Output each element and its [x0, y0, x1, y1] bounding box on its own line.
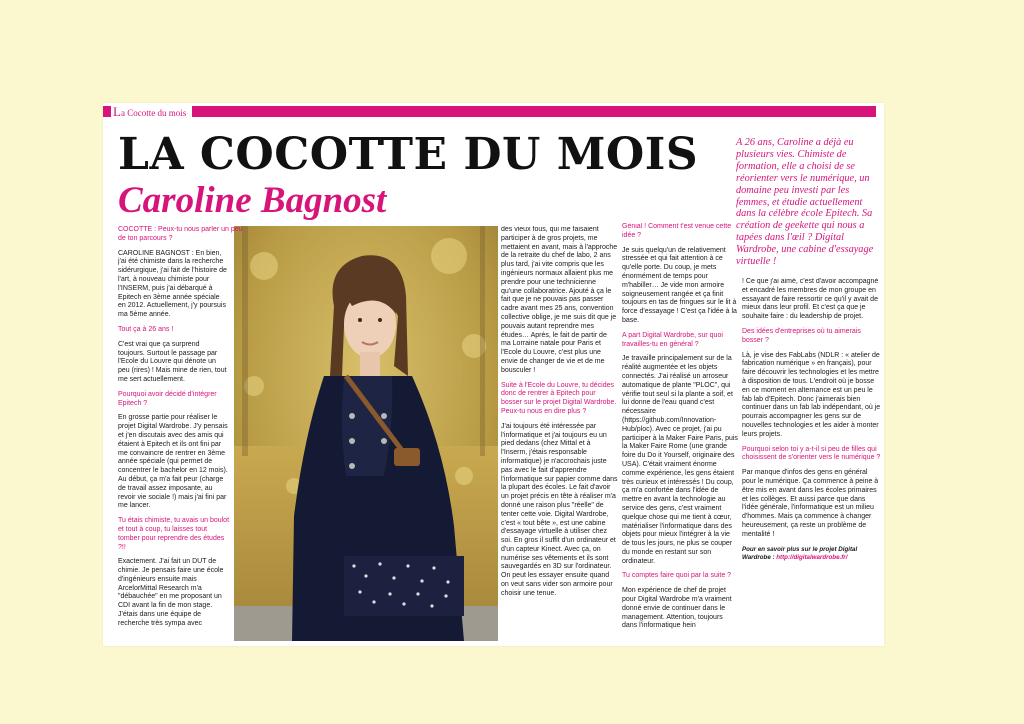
answer: des vieux fous, qui me faisaient participer à de gros projets, me mettaient en avant, mais à l'approche de la retraite du chef de labo, 2 ans plus tard, j'ai vite compris que les ingénieurs normaux allaient plus me prendre pour une technicienne qu'une collaboratrice. Ajouté à ça le fait que je ne pouvais pas passer cadre avant mes 25 ans, convention collective oblige, je me suis dit que je pouvais autant reprendre mes études… Après, le fait de partir de ma Lorraine natale pour Paris et l'Ecole du Louvre, c'est plus une envie de changer de vie et de me bousculer !	[501, 226, 618, 374]
answer: Exactement. J'ai fait un DUT de chimie. Je pensais faire une école d'ingénieurs ensuite mais ArcelorMittal Research m'a "débauchée" en me proposant un CDI avant la fin de mon stage. J'étais dans une équipe de recherche très sympa avec	[118, 558, 224, 627]
section-header-label	[111, 106, 192, 117]
magazine-page	[103, 103, 884, 646]
section-initial: L	[113, 104, 121, 119]
question: Pourquoi avoir décidé d'intégrer Epitech ?	[118, 390, 217, 407]
text-column-2	[501, 226, 618, 644]
question: Tout ça à 26 ans !	[118, 325, 174, 333]
footer-link[interactable]: http://digitalwardrobe.fr/	[776, 554, 848, 562]
answer: Je suis quelqu'un de relativement stressée et qui fait attention à ce qu'elle porte. Du coup, je mets énormément de temps pour m'habiller… Je vide mon armoire soigneusement rangée et ça finit toujours en tas de fringues sur le lit à force d'essayage ! C'est ça l'idée à la base.	[622, 246, 737, 324]
text-column-1	[118, 226, 248, 644]
answer: En grosse partie pour réaliser le projet Digital Wardrobe. J'y pensais et j'en discutais avec des amis qui étaient à Epitech et ils ont fini par me convaincre de rentrer en 3ème année spéciale (qui permet de concentrer le bachelor en 12 mois). Au début, ça m'a fait peur (charge de travail assez imposante, au revoir vie sociale !) mais j'ai fini par me lancer.	[118, 414, 228, 510]
question: Suite à l'Ecole du Louvre, tu décides donc de rentrer à Epitech pour bosser sur le projet Digital Wardrobe. Peux-tu nous en dire plus ?	[501, 381, 617, 415]
answer: CAROLINE BAGNOST : En bien, j'ai été chimiste dans la recherche sidérurgique, j'ai fait de l'histoire de l'art, à nouveau chimiste pour l'INSERM, puis j'ai débarqué à Epitech en 3ème année spéciale en 2012. Actuellement, j'y poursuis ma 5ème année.	[118, 249, 227, 319]
answer: Mon expérience de chef de projet pour Digital Wardrobe m'a vraiment donné envie de continuer dans le management. Attention, toujours dans l'informatique hein	[622, 587, 732, 630]
page-title: LA COCOTTE DU MOIS	[118, 129, 699, 180]
section-header-bar	[103, 106, 876, 117]
question: Tu étais chimiste, tu avais un boulot et tout à coup, tu laisses tout tomber pour reprendre des études ?!!	[118, 517, 230, 551]
portrait-photo	[234, 226, 498, 641]
text-column-4	[742, 278, 882, 644]
intro-text: A 26 ans, Caroline a déjà eu plusieurs vies. Chimiste de formation, elle a choisi de se réorienter vers le numérique, un domaine peu investi par les femmes, et étudie actuellement dans la célèbre école Epitech. Sa création de geekette qui nous a tapées dans l'œil ? Digital Wardrobe, une cabine d'essayage virtuelle !	[736, 137, 874, 268]
question: Pourquoi selon toi y a-t-il si peu de filles qui choisissent de s'orienter vers le numérique ?	[742, 445, 881, 462]
question: Des idées d'entreprises où tu aimerais bosser ?	[742, 327, 861, 344]
question: COCOTTE : Peux-tu nous parler un peu de ton parcours ?	[118, 226, 243, 242]
answer: Par manque d'infos des gens en général pour le numérique. Ça commence à peine à être mis en avant dans les écoles primaires et les collèges. Et aussi parce que dans l'idée générale, l'informatique est un milieu d'hommes. Mais ça commence à changer heureusement, ça reste un problème de mentalité !	[742, 469, 879, 538]
question: Tu comptes faire quoi par la suite ?	[622, 572, 732, 580]
page-subtitle: Caroline Bagnost	[118, 180, 387, 221]
question: Génial ! Comment t'est venue cette idée ?	[622, 223, 732, 239]
answer: J'ai toujours été intéressée par l'informatique et j'ai toujours eu un pied dedans (chez Mittal et à l'Inserm, j'étais responsable informatique) je n'accrochais juste pas avec le fait d'apprendre l'informatique sur papier comme dans la plupart des écoles. Le fait d'avoir un projet précis en tête à réaliser m'a donné une raison plus "réelle" de tenter cette voie. Digital Wardrobe, c'est « tout bête », est une cabine d'essayage virtuelle à utiliser chez soi. En gros il suffit d'un ordinateur et d'un capteur Kinect. Avec ça, on numérise ses vêtements et ils sont sauvegardés en 3D sur l'ordinateur. On peut les essayer ensuite quand on veut sans vider son armoire pour choisir une tenue.	[501, 422, 618, 597]
text-column-3	[622, 223, 738, 644]
footer-label: Pour en savoir plus sur le projet Digital Wardrobe :	[742, 545, 858, 562]
footer-note	[742, 546, 882, 564]
portrait-illustration	[234, 226, 498, 641]
answer: Là, je vise des FabLabs (NDLR : « atelier de fabrication numérique » en français), pour faire découvrir les technologies et les mettre à disposition de tous. L'endroit où je bosse en ce moment en alternance est un peu le fab lab d'Epitech. Donc j'aimerais bien continuer dans un fab lab indépendant, où je pourrais accompagner les gens sur de nouvelles technologies et les aider à monter leurs projets.	[742, 351, 881, 438]
answer: Je travaille principalement sur de la réalité augmentée et les objets connectés. J'ai réalisé un arroseur automatique de plante "PLOC", qui vérifie tout seul si la plante a soif, et lui donne de l'eau quand c'est nécessaire (https://github.com/Innovation-Hub/ploc). Avec ce projet, j'ai pu participer à la Maker Faire Paris, puis la Maker Faire Rome (une grande foire du Do it Yourself, originaire des USA). C'était vraiment énorme comme expérience, les gens étaient très curieux et intéressés ! Du coup, ça m'a confortée dans l'idée de mettre en avant la technologie au service des gens, c'est vraiment quelque chose qui me tient à cœur, matérialiser l'informatique dans des objets pour mieux l'intégrer à la vie de tous les jours, ne plus se couper du monde en restant sur son ordinateur.	[622, 355, 738, 565]
question: A part Digital Wardrobe, sur quoi travailles-tu en général ?	[622, 331, 723, 348]
answer: C'est vrai que ça surprend toujours. Surtout le passage par l'Ecole du Louvre qui dénote un peu (rires) ! Mais mine de rien, tout me sert actuellement.	[118, 340, 227, 383]
section-name: a Cocotte du mois	[120, 108, 187, 118]
answer: ! Ce que j'ai aimé, c'est d'avoir accompagné et encadré les membres de mon groupe en essayant de faire ressortir ce qu'il y avait de mieux dans leur profil. Et c'est ça que je souhaite faire : du leadership de projet.	[742, 278, 879, 321]
